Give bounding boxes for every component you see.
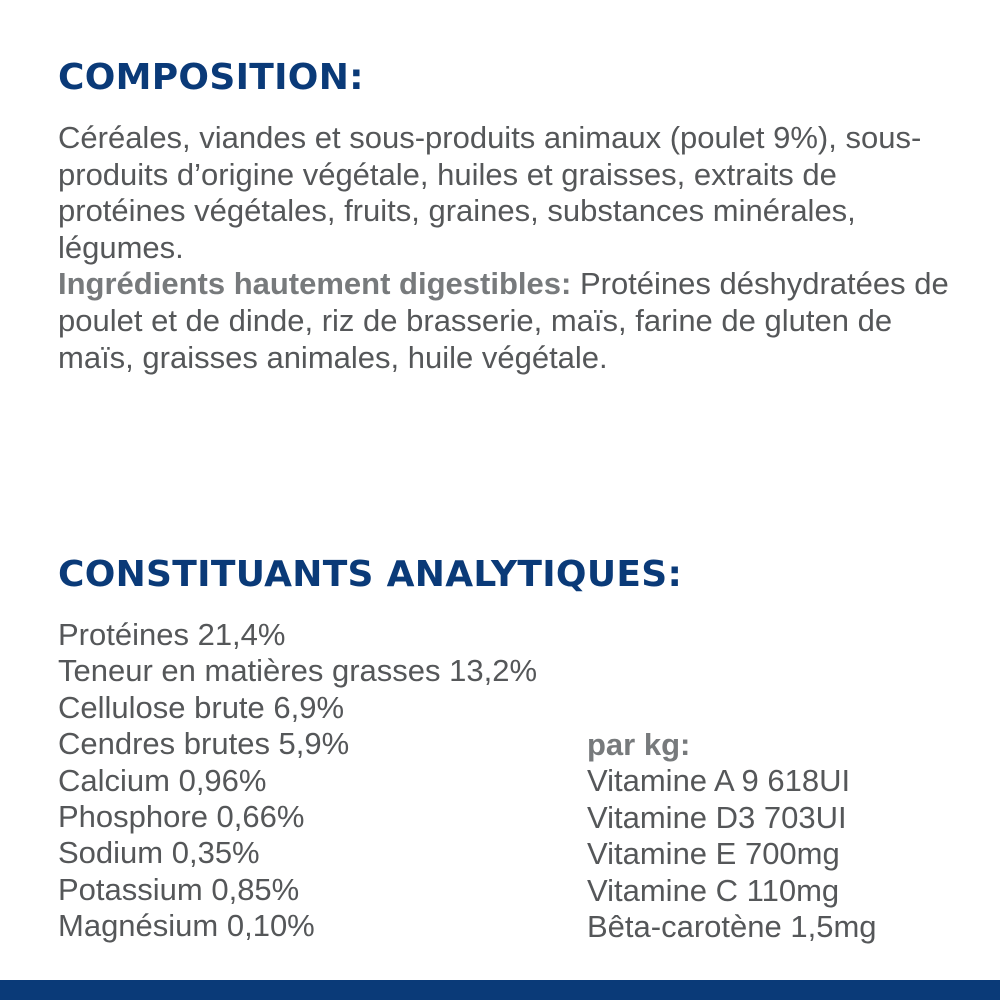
analytical-item: Calcium 0,96% xyxy=(58,762,267,798)
vitamin-item: Vitamine E 700mg xyxy=(587,836,840,872)
vitamin-item: Vitamine A 9 618UI xyxy=(587,763,851,799)
composition-block xyxy=(58,120,958,376)
analytical-item: Protéines 21,4% xyxy=(58,617,286,652)
analytical-item: Potassium 0,85% xyxy=(58,871,300,907)
analytical-heading: CONSTITUANTS ANALYTIQUES: xyxy=(58,554,683,595)
composition-text: Céréales, viandes et sous-produits animaux (poulet 9%), sous-produits d’origine végétale, huiles et graisses, extraits de protéines végétales, fruits, graines, substances minérales, légumes. xyxy=(58,120,922,265)
vitamin-list xyxy=(587,727,877,945)
analytical-list xyxy=(58,617,537,945)
highly-digestible-label: Ingrédients hautement digestibles: xyxy=(58,266,572,302)
vitamin-item: Bêta-carotène 1,5mg xyxy=(587,909,877,945)
vitamin-item: Vitamine D3 703UI xyxy=(587,799,847,835)
analytical-item: Magnésium 0,10% xyxy=(58,908,315,944)
analytical-item: Cendres brutes 5,9% xyxy=(58,726,350,762)
composition-heading: COMPOSITION: xyxy=(58,57,364,98)
analytical-item: Teneur en matières grasses 13,2% xyxy=(58,653,538,689)
analytical-item: Cellulose brute 6,9% xyxy=(58,689,345,725)
bottom-brand-bar xyxy=(0,980,1000,1000)
analytical-item: Sodium 0,35% xyxy=(58,835,260,871)
highly-digestible-paragraph xyxy=(58,266,958,376)
per-kg-heading: par kg: xyxy=(587,727,691,762)
highly-digestible-text: Protéines déshydratées de poulet et de dinde, riz de brasserie, maïs, farine de gluten de maïs, graisses animales, huile végétale. xyxy=(58,266,949,375)
vitamin-item: Vitamine C 110mg xyxy=(587,872,840,908)
analytical-item: Phosphore 0,66% xyxy=(58,799,305,835)
